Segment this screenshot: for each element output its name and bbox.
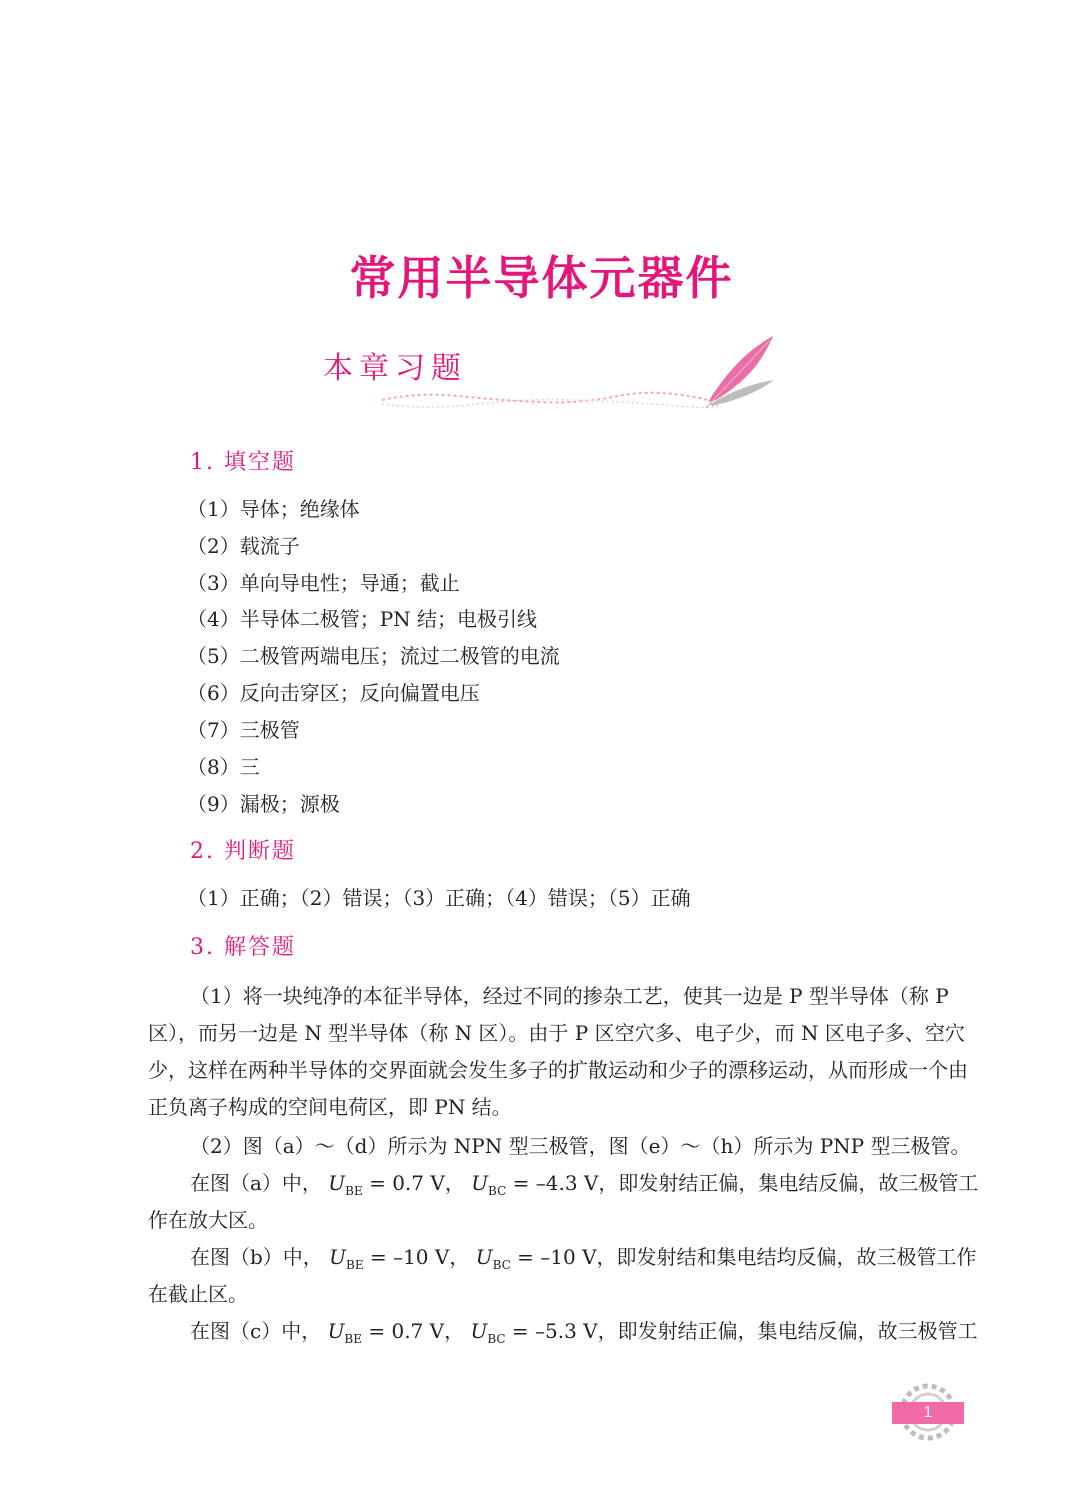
- case-prefix: 在图（c）中，: [190, 1319, 322, 1343]
- voltage-symbol: $U_{BC}$: [471, 1171, 507, 1198]
- voltage-symbol: $U_{BE}$: [328, 1171, 363, 1198]
- list-item: （6）反向击穿区；反向偏置电压: [187, 681, 480, 705]
- answer-paragraph-1: （1）将一块纯净的本征半导体，经过不同的掺杂工艺，使其一边是 P 型半导体（称 P 区），而另一边是 N 型半导体（称 N 区）。由于 P 区空穴多、电子少，而 N 区电子多、空穴少，这样在两种半导体的交界面就会发生多子的扩散运动和少子的漂移运动，从而形成一个由正负离子构成的空间电荷区，即 PN 结。: [148, 984, 968, 1119]
- voltage-value: = –10 V，: [510, 1245, 617, 1269]
- case-prefix: 在图（b）中，: [190, 1245, 323, 1269]
- voltage-symbol: $U_{BE}$: [327, 1319, 362, 1346]
- voltage-symbol: $U_{BC}$: [475, 1245, 511, 1272]
- section-heading-true-false: 2. 判断题: [190, 839, 296, 864]
- list-item: （1）正确；（2）错误；（3）正确；（4）错误；（5）正确: [187, 886, 691, 910]
- list-item: （5）二极管两端电压；流过二极管的电流: [187, 644, 560, 668]
- section-heading-answers: 3. 解答题: [190, 935, 296, 960]
- wavy-line-2: [382, 400, 720, 408]
- list-item: （9）漏极；源极: [187, 792, 340, 816]
- voltage-value: = –5.3 V，: [505, 1319, 618, 1343]
- case-tail: 即发射结正偏，集电结反偏，故三极管工: [618, 1171, 979, 1195]
- case-a-cont: 作在放大区。: [148, 1208, 268, 1232]
- voltage-symbol: $U_{BE}$: [329, 1245, 364, 1272]
- voltage-value: = 0.7 V，: [362, 1319, 465, 1343]
- page-number: 1: [892, 1402, 964, 1424]
- voltage-symbol: $U_{BC}$: [470, 1319, 506, 1346]
- answer-paragraph-2: （2）图（a）～（d）所示为 NPN 型三极管，图（e）～（h）所示为 PNP 型三极管。: [190, 1134, 971, 1158]
- case-a-line: [190, 1167, 978, 1198]
- list-item: （7）三极管: [187, 718, 300, 742]
- wavy-line: [382, 393, 708, 403]
- banner-title: 本章习题: [323, 351, 467, 386]
- list-item: （3）单向导电性；导通；截止: [187, 571, 460, 595]
- section-heading-fill-blank: 1. 填空题: [190, 450, 296, 475]
- list-item: （4）半导体二极管；PN 结；电极引线: [187, 607, 538, 631]
- case-b-cont: 在截止区。: [148, 1282, 248, 1306]
- list-item: （8）三: [187, 755, 260, 779]
- chapter-title: 常用半导体元器件: [349, 251, 734, 305]
- list-item: （1）导体；绝缘体: [187, 497, 360, 521]
- list-item: （2）载流子: [187, 534, 300, 558]
- voltage-value: = –10 V，: [363, 1245, 470, 1269]
- voltage-value: = –4.3 V，: [506, 1171, 619, 1195]
- case-b-line: [190, 1241, 977, 1272]
- voltage-value: = 0.7 V，: [362, 1171, 465, 1195]
- feather-icon: [706, 336, 774, 408]
- case-tail: 即发射结和集电结均反偏，故三极管工作: [616, 1245, 977, 1269]
- case-c-line: [190, 1315, 978, 1346]
- case-prefix: 在图（a）中，: [190, 1171, 322, 1195]
- case-tail: 即发射结正偏，集电结反偏，故三极管工: [617, 1319, 978, 1343]
